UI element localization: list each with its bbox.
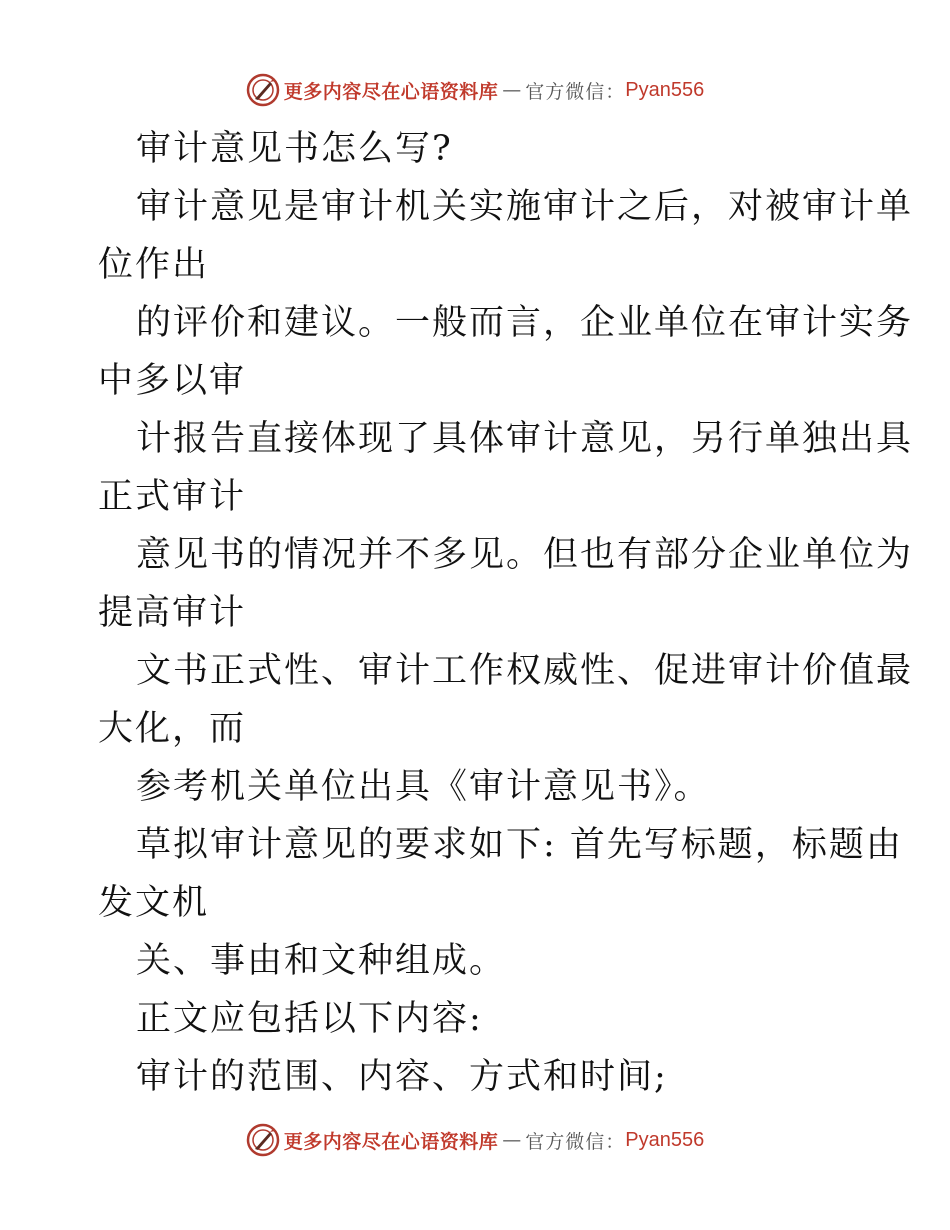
doc-line: 参考机关单位出具《审计意见书》。 xyxy=(136,767,711,807)
doc-line: 中多以审 xyxy=(98,361,247,401)
doc-line: 文书正式性、审计工作权威性、促进审计价值最 xyxy=(136,651,914,691)
header-wechat-id: Pyan556 xyxy=(625,78,705,101)
header-banner xyxy=(0,70,950,110)
doc-line: 意见书的情况并不多见。但也有部分企业单位为 xyxy=(136,535,914,575)
footer-banner-separator: — xyxy=(502,1129,522,1151)
footer-wechat-label: 官方微信： xyxy=(525,1130,626,1153)
document-body xyxy=(98,120,914,1106)
header-wechat-label: 官方微信： xyxy=(525,80,626,103)
doc-line: 发文机 xyxy=(98,883,210,923)
doc-line: 计报告直接体现了具体审计意见，另行单独出具 xyxy=(136,419,914,459)
quill-logo-icon xyxy=(246,73,280,107)
doc-line: 关、事由和文种组成。 xyxy=(136,941,507,981)
quill-logo-icon xyxy=(246,1123,280,1157)
doc-line: 位作出 xyxy=(98,245,210,285)
header-banner-separator: — xyxy=(502,79,522,101)
doc-line: 审计的范围、内容、方式和时间; xyxy=(136,1057,668,1097)
doc-line: 大化，而 xyxy=(98,709,247,749)
doc-line: 正式审计 xyxy=(98,477,247,517)
doc-line: 正文应包括以下内容: xyxy=(136,999,483,1039)
doc-line-title: 审计意见书怎么写? xyxy=(136,129,453,169)
doc-line: 草拟审计意见的要求如下: 首先写标题，标题由 xyxy=(136,825,903,865)
doc-line: 的评价和建议。一般而言，企业单位在审计实务 xyxy=(136,303,914,343)
footer-banner xyxy=(0,1120,950,1160)
doc-line: 提高审计 xyxy=(98,593,247,633)
header-banner-text: 更多内容尽在心语资料库 xyxy=(283,80,499,103)
footer-wechat-id: Pyan556 xyxy=(625,1128,705,1151)
doc-line: 审计意见是审计机关实施审计之后，对被审计单 xyxy=(136,187,914,227)
footer-banner-text: 更多内容尽在心语资料库 xyxy=(283,1130,499,1153)
